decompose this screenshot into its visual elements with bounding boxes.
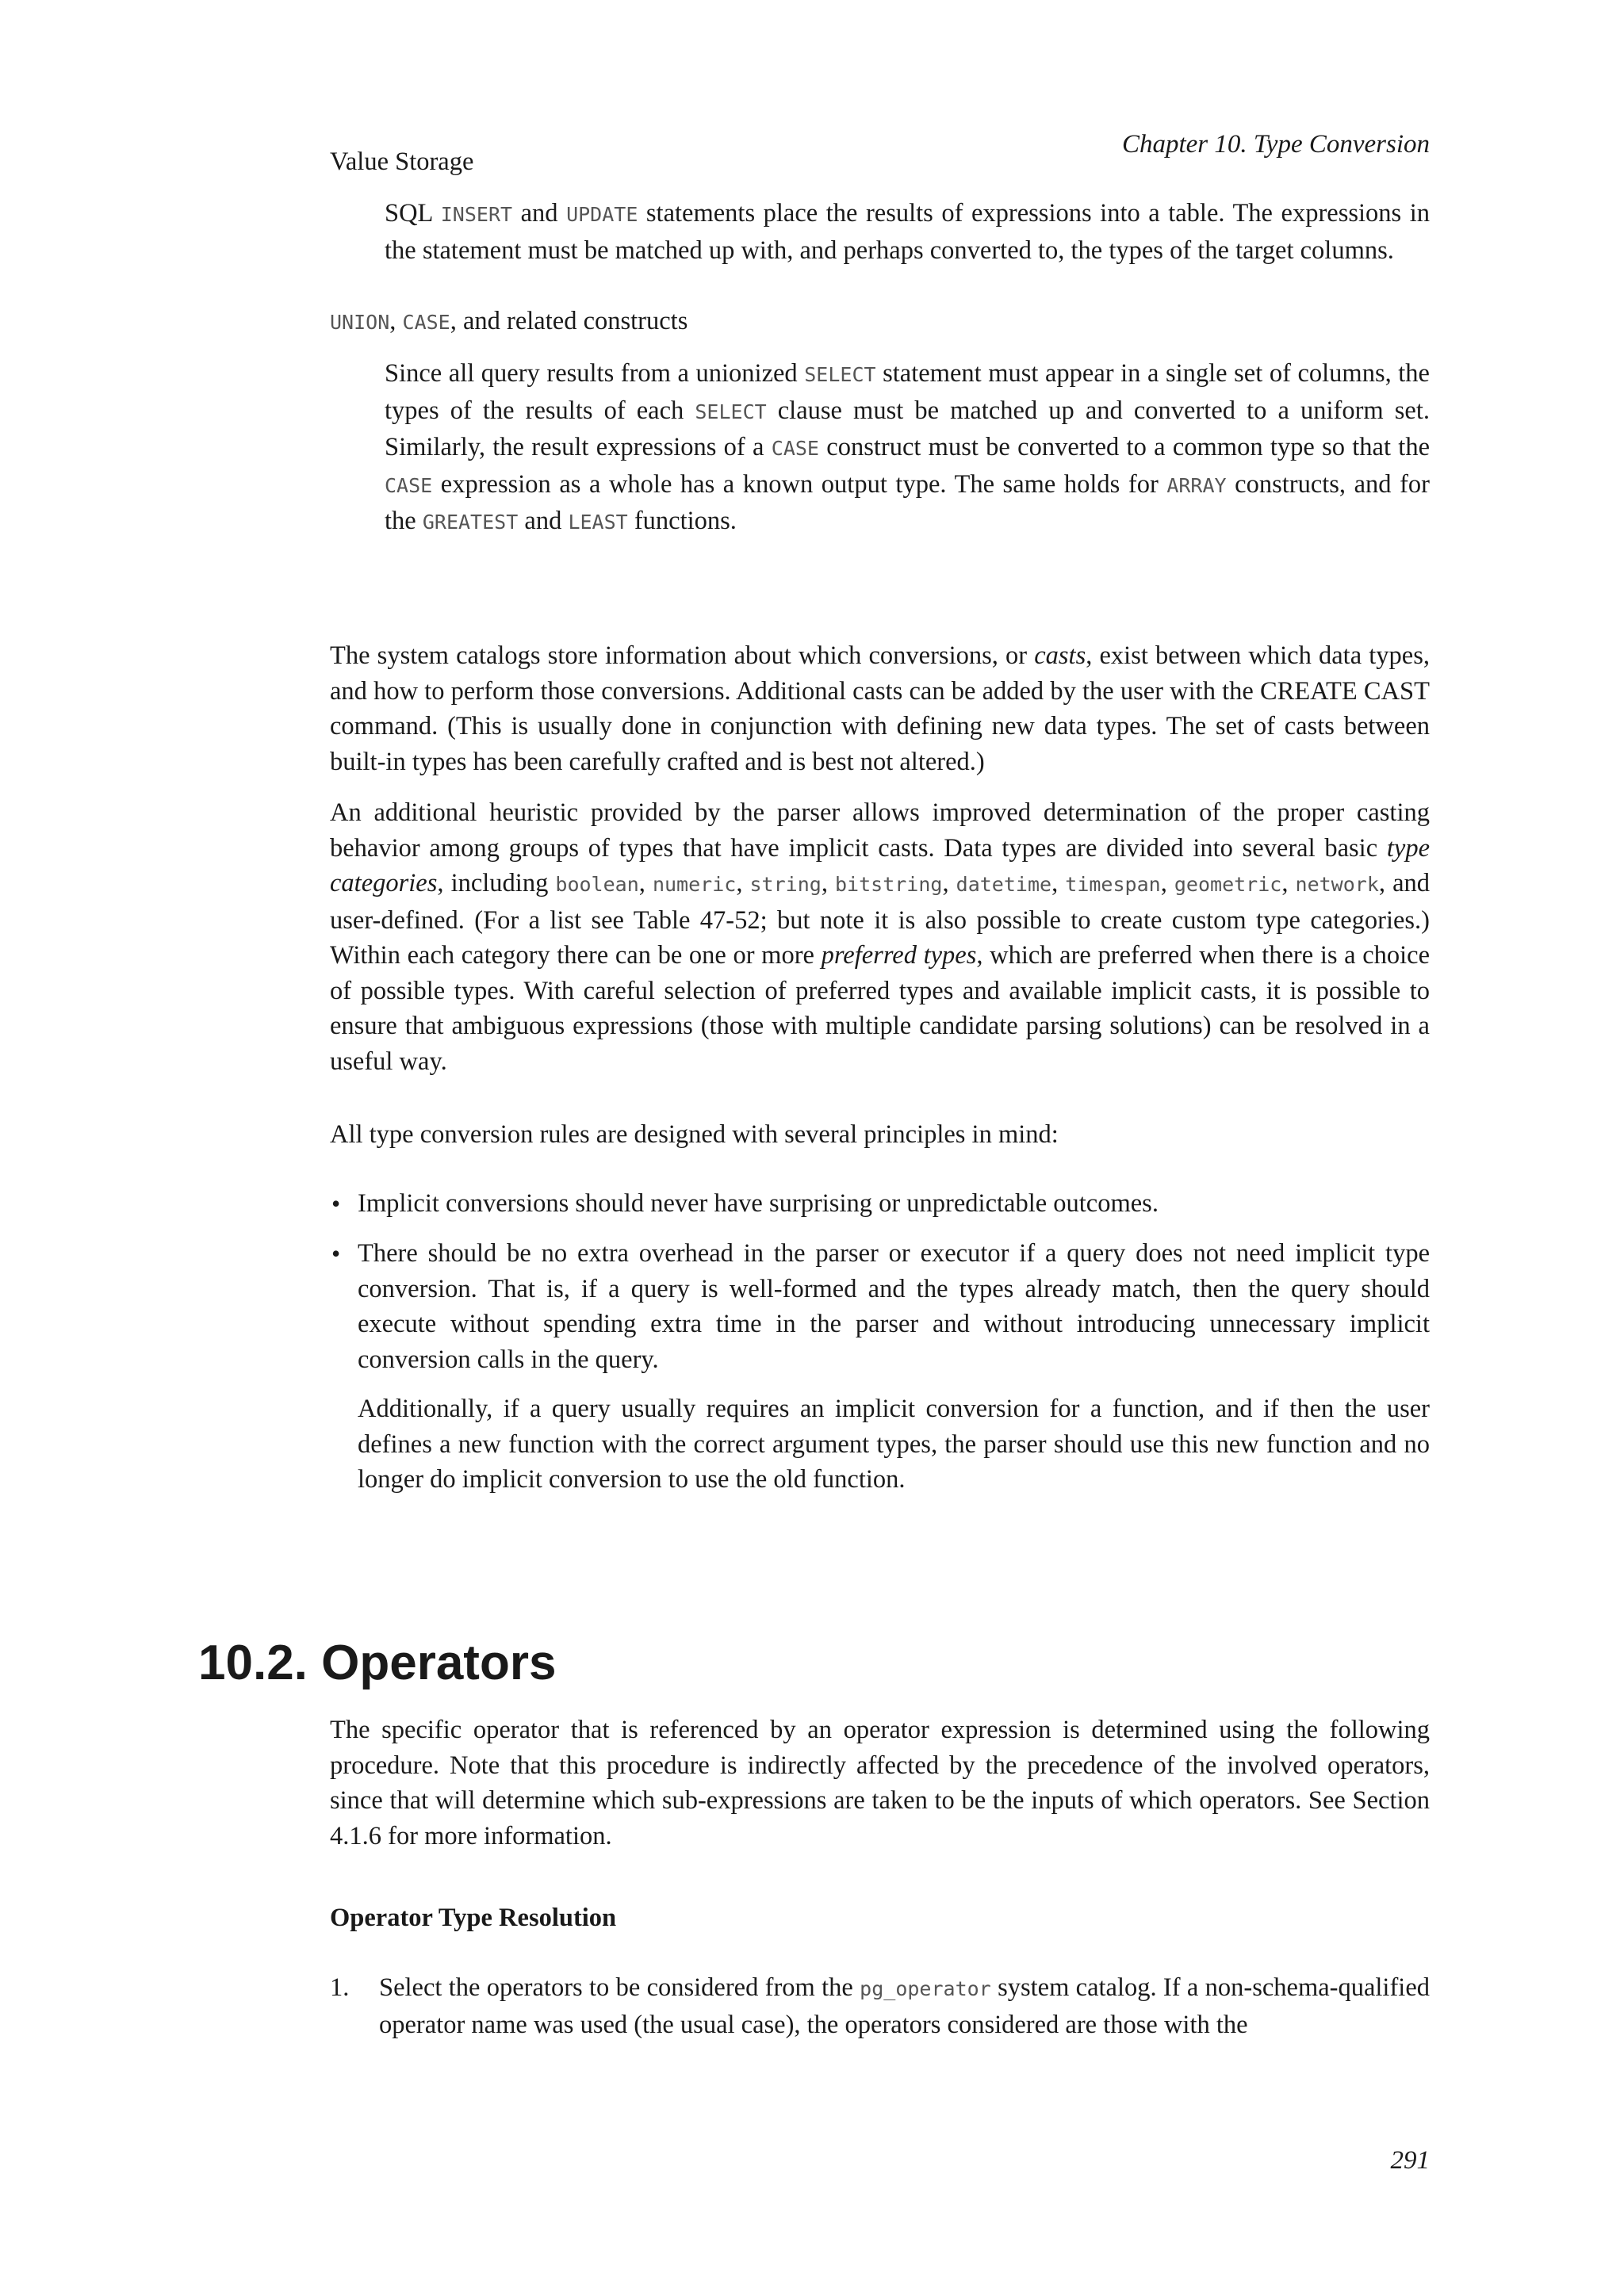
inline-code: geometric	[1174, 873, 1282, 896]
emphasis: casts	[1034, 641, 1086, 670]
emphasis: preferred types	[821, 941, 977, 970]
paragraph-type-categories: An additional heuristic provided by the parser allows improved determination of the proper casting behavior among groups of types that have implicit casts. Data types are divided into several basic type categories, including boolean, numeric, string, bitstring, datetime, timespan, geometric, network, and user-defined. (For a list see Table 47-52; but note it is also possible to create custom type categories.) Within each category there can be one or more preferred types, which are preferred when there is a choice of possible types. With careful selection of preferred types and available implicit casts, it is possible to ensure that ambiguous expressions (those with multiple candidate parsing solutions) can be resolved in a useful way.	[330, 798, 1431, 1076]
inline-code: GREATEST	[422, 511, 519, 534]
definition-body-union-case: Since all query results from a unionized SELECT statement must appear in a single set of columns, the types of the results of each SELECT clause must be matched up and converted to a uniform set. Similarly, the result expressions of a CASE construct must be converted to a common type so that the CASE expression as a whole has a known output type. The same holds for ARRAY constructs, and for the GREATEST and LEAST functions.	[385, 359, 1430, 535]
step-number: 1.	[330, 1973, 350, 2002]
inline-code: timespan	[1065, 873, 1161, 896]
bullet-marker: •	[331, 1189, 341, 1218]
inline-code: datetime	[956, 873, 1052, 896]
inline-code: ARRAY	[1166, 473, 1227, 497]
inline-code: SELECT	[804, 363, 876, 386]
bullet-continuation: Additionally, if a query usually requires an implicit conversion for a function, and if then the user defines a new function with the correct argument types, the parser should use this new function and no longer do implicit conversion to use the old function.	[358, 1395, 1430, 1494]
inline-code: UNION	[330, 311, 390, 334]
definition-term-value-storage: Value Storage	[330, 147, 474, 176]
inline-code: network	[1295, 873, 1379, 896]
inline-code: pg_operator	[860, 1977, 991, 2000]
procedure-title: Operator Type Resolution	[330, 1904, 617, 1932]
bullet-item: There should be no extra overhead in the parser or executor if a query does not need implicit type conversion. That is, if a query is well-formed and the types already match, then the query should execute without spending extra time in the parser and without introducing unnecessary implicit conversion calls in the query.	[358, 1239, 1430, 1374]
definition-body-value-storage: SQL INSERT and UPDATE statements place the results of expressions into a table. The expressions in the statement must be matched up with, and perhaps converted to, the types of the target columns.	[385, 199, 1430, 265]
inline-code: UPDATE	[566, 203, 638, 226]
definition-term-union-case: UNION, CASE, and related constructs	[330, 307, 688, 335]
inline-code: SELECT	[695, 400, 767, 423]
inline-code: boolean	[555, 873, 639, 896]
inline-code: numeric	[652, 873, 737, 896]
bullet-marker: •	[331, 1239, 341, 1268]
bullet-item: Implicit conversions should never have surprising or unpredictable outcomes.	[358, 1189, 1159, 1218]
inline-code: CASE	[771, 437, 819, 460]
inline-code: CASE	[402, 311, 450, 334]
section-intro: The specific operator that is referenced by an operator expression is determined using the following procedure. Note that this procedure is indirectly affected by the precedence of the involved operators, since that will determine which sub-expressions are taken to be the inputs of which operators. See Section 4.1.6 for more information.	[330, 1716, 1430, 1850]
inline-code: bitstring	[835, 873, 943, 896]
inline-code: LEAST	[568, 511, 628, 534]
page-number: 291	[1390, 2146, 1430, 2175]
section-title: 10.2. Operators	[198, 1636, 557, 1690]
emphasis: type categories	[330, 833, 1430, 897]
running-head: Chapter 10. Type Conversion	[1121, 130, 1430, 159]
inline-code: INSERT	[440, 203, 513, 226]
paragraph-principles: All type conversion rules are designed with several principles in mind:	[330, 1120, 1059, 1149]
paragraph-system-catalogs: The system catalogs store information about which conversions, or casts, exist between which data types, and how to perform those conversions. Additional casts can be added by the user with the CREATE CAST command. (This is usually done in conjunction with defining new data types. The set of casts between built-in types has been carefully crafted and is best not altered.)	[330, 641, 1430, 776]
inline-code: string	[749, 873, 822, 896]
inline-code: CASE	[385, 473, 433, 497]
step-text: Select the operators to be considered from the pg_operator system catalog. If a non-schema-qualified operator name was used (the usual case), the operators considered are those with the	[379, 1973, 1430, 2039]
